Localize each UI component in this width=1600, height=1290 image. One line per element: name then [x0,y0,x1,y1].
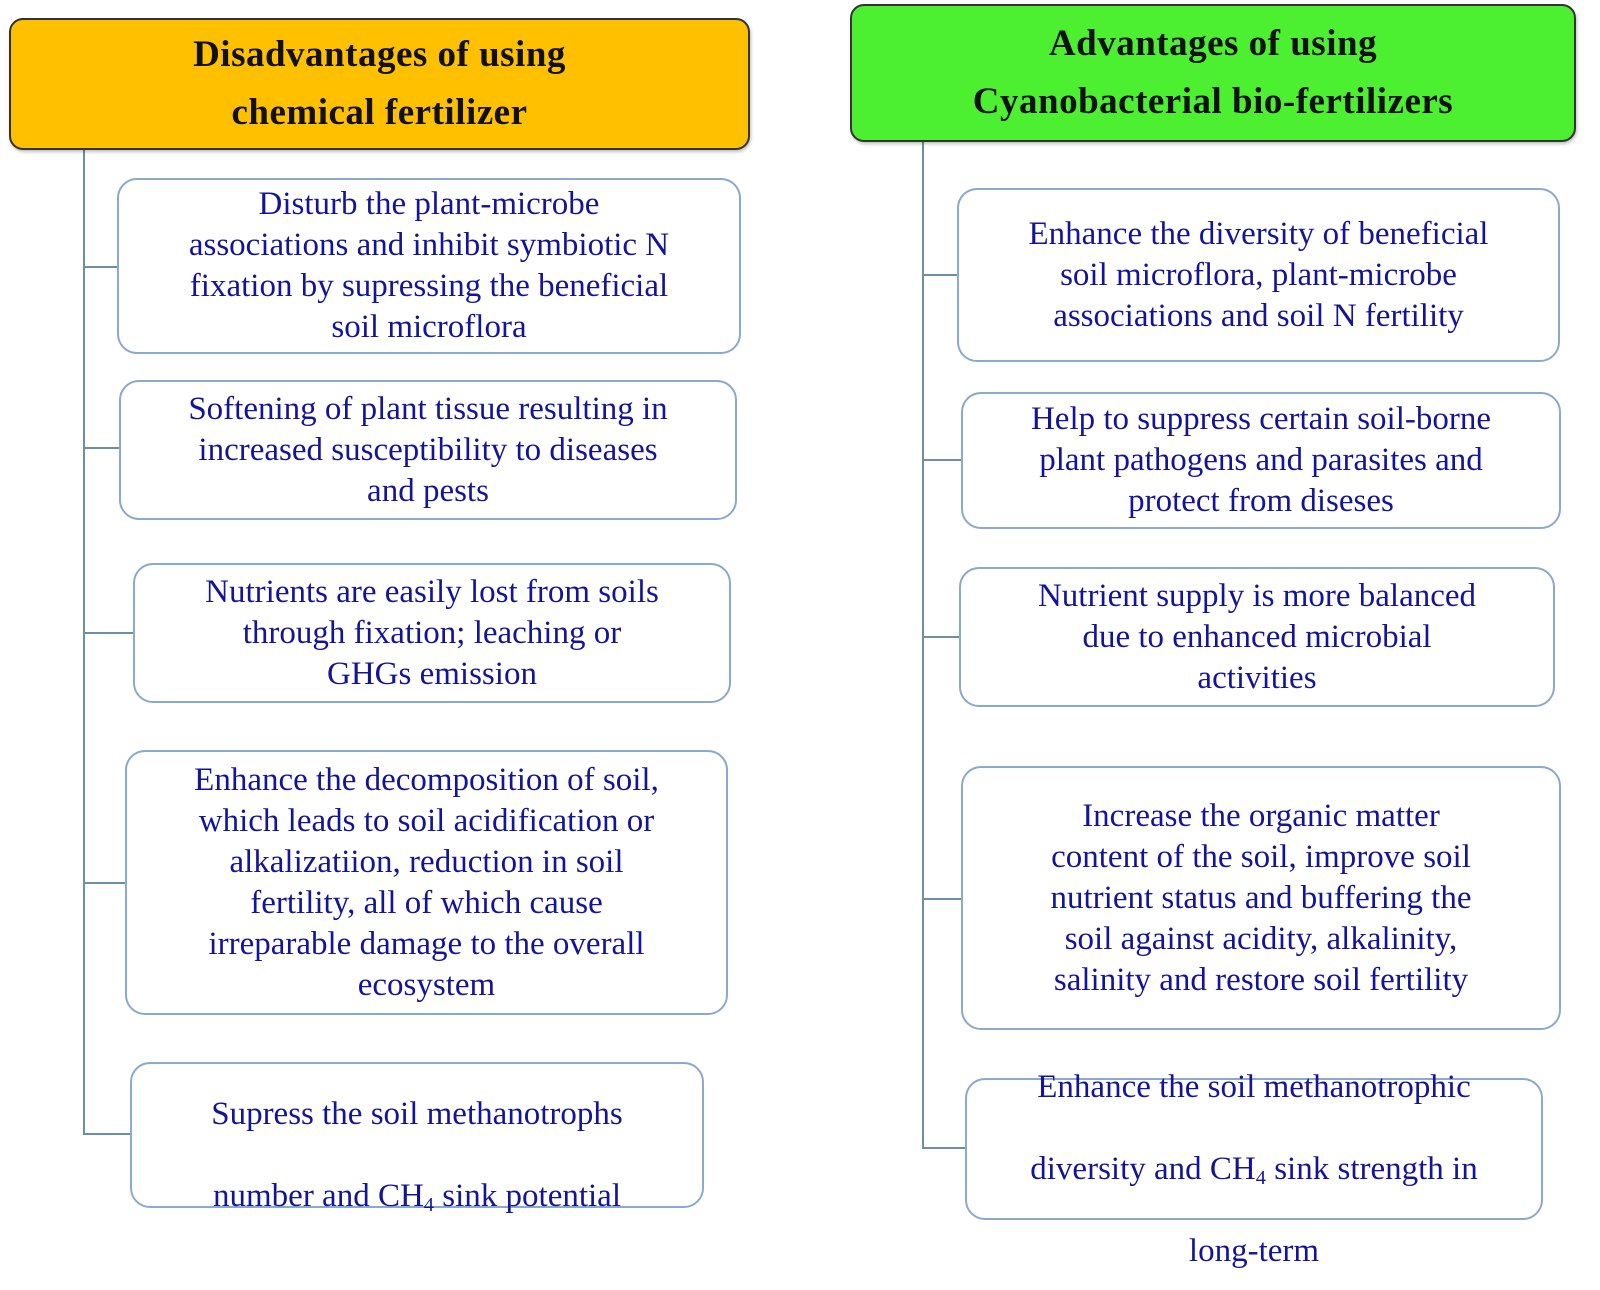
right-connector-branch-3 [922,636,960,638]
advantage-item-4: Increase the organic matter content of the soil, improve soil nutrient status and buffering the soil against acidity, alkalinity, salinity and restore soil fertility [961,766,1561,1030]
disadvantages-header: Disadvantages of using chemical fertilizer [9,18,750,150]
disadvantage-item-3: Nutrients are easily lost from soils through fixation; leaching or GHGs emission [133,563,731,703]
advantage-item-3: Nutrient supply is more balanced due to enhanced microbial activities [959,567,1555,707]
left-connector-branch-1 [83,266,118,268]
left-connector-branch-2 [83,447,120,449]
advantage-item-5-text: Enhance the soil methanotrophic diversity and $CH_4$ sink strength in long-term [1030,1069,1478,1269]
advantage-item-1: Enhance the diversity of beneficial soil microflora, plant-microbe associations and soil N fertility [957,188,1560,362]
left-connector-vertical [83,150,85,1135]
right-connector-branch-4 [922,898,962,900]
right-connector-vertical [922,140,924,1149]
right-connector-branch-5 [922,1147,966,1149]
disadvantage-item-5-text: Supress the soil methanotrophs number and $CH_4$ sink potential [211,1096,623,1217]
advantage-item-2: Help to suppress certain soil-borne plant pathogens and parasites and protect from diseses [961,392,1561,529]
disadvantage-item-1: Disturb the plant-microbe associations and inhibit symbiotic N fixation by supressing the beneficial soil microflora [117,178,741,354]
right-connector-branch-1 [922,274,958,276]
left-connector-branch-3 [83,632,134,634]
left-connector-branch-4 [83,882,126,884]
disadvantage-item-4: Enhance the decomposition of soil, which leads to soil acidification or alkalizatiion, reduction in soil fertility, all of which cause irreparable damage to the overall ecosystem [125,750,728,1015]
left-connector-branch-5 [83,1133,131,1135]
disadvantage-item-2: Softening of plant tissue resulting in increased susceptibility to diseases and pests [119,380,737,520]
disadvantage-item-5 [130,1062,704,1217]
right-connector-branch-2 [922,459,962,461]
advantage-item-5 [965,1069,1543,1269]
advantages-header: Advantages of using Cyanobacterial bio-fertilizers [850,4,1576,142]
